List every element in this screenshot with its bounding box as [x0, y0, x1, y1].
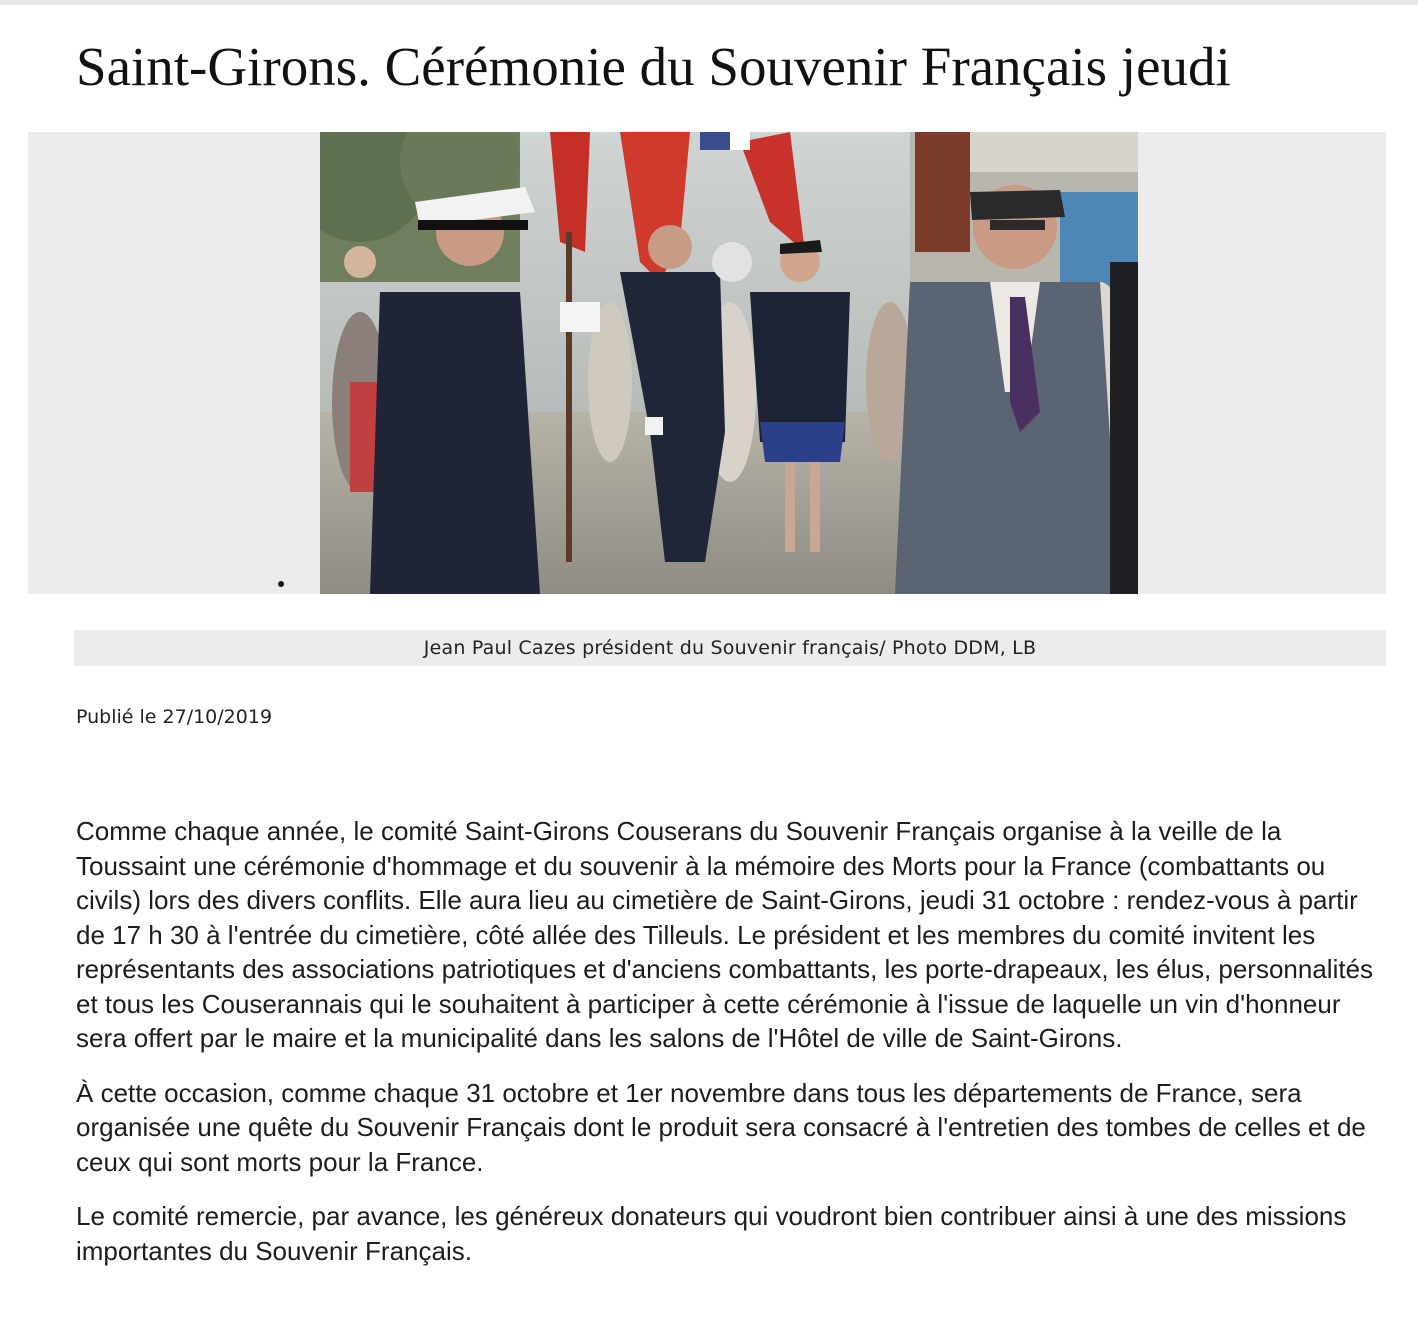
article-photo[interactable] — [320, 132, 1138, 594]
photo-caption: Jean Paul Cazes président du Souvenir français/ Photo DDM, LB — [74, 630, 1386, 666]
ceremony-photo-icon — [320, 132, 1138, 594]
article-body — [76, 814, 1386, 1288]
paragraph: Comme chaque année, le comité Saint-Girons Couserans du Souvenir Français organise à la veille de la Toussaint une cérémonie d'hommage et du souvenir à la mémoire des Morts pour la France (combattants ou civils) lors des divers conflits. Elle aura lieu au cimetière de Saint-Girons, jeudi 31 octobre : rendez-vous à partir de 17 h 30 à l'entrée du cimetière, côté allée des Tilleuls. Le président et les membres du comité invitent les représentants des associations patriotiques et d'anciens combattants, les porte-drapeaux, les élus, personnalités et tous les Couserannais qui le souhaitent à participer à cette cérémonie à l'issue de laquelle un vin d'honneur sera offert par le maire et la municipalité dans les salons de l'Hôtel de ville de Saint-Girons. — [76, 816, 1374, 1053]
paragraph: À cette occasion, comme chaque 31 octobre et 1er novembre dans tous les départements de France, sera organisée une quête du Souvenir Français dont le produit sera consacré à l'entretien des tombes de celles et de ceux qui sont morts pour la France. — [76, 1077, 1366, 1177]
top-border — [0, 0, 1418, 5]
article-title: Saint-Girons. Cérémonie du Souvenir Français jeudi — [76, 36, 1231, 97]
publish-date: Publié le 27/10/2019 — [76, 706, 273, 728]
paragraph: Le comité remercie, par avance, les généreux donateurs qui voudront bien contribuer ainsi à une des missions importantes du Souvenir Français. — [76, 1201, 1347, 1266]
list-bullet — [278, 581, 284, 587]
